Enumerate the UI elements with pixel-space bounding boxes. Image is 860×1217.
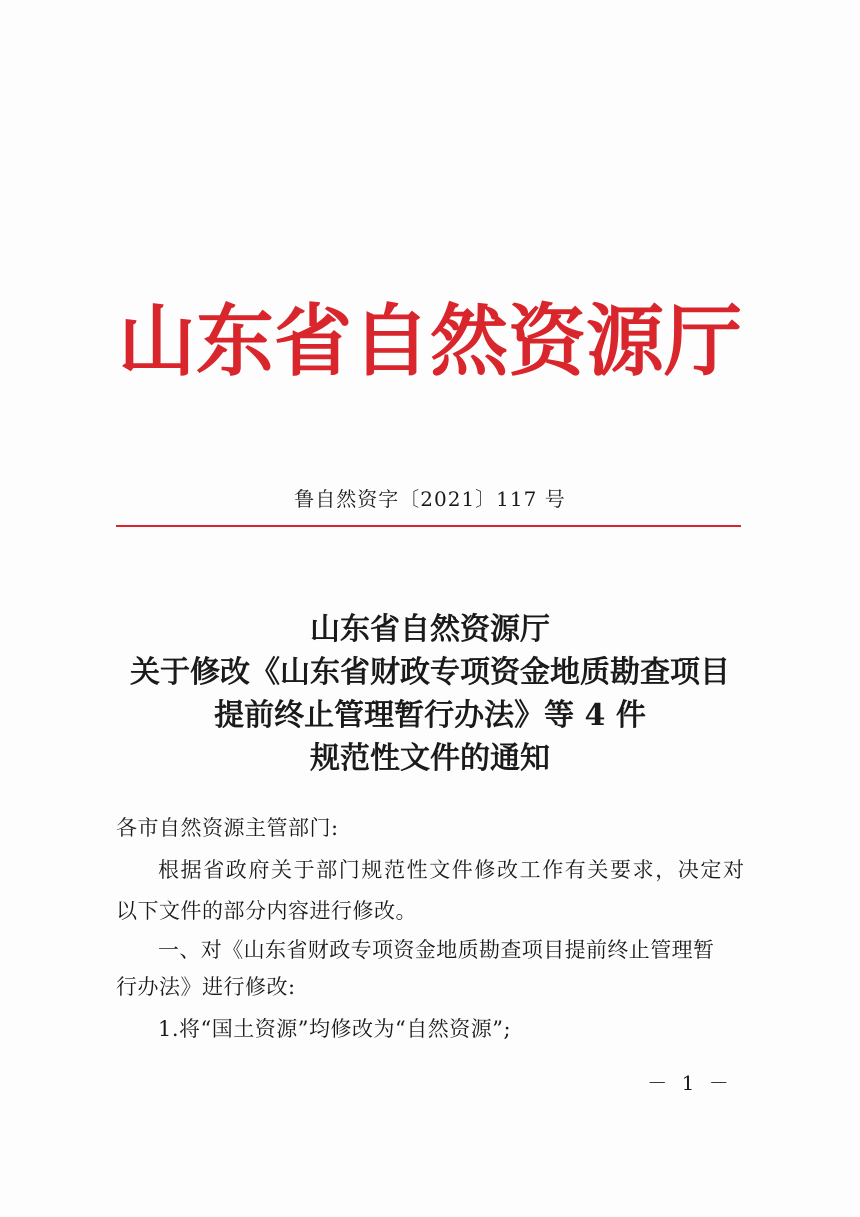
- addressee: 各市自然资源主管部门:: [116, 816, 339, 840]
- section-heading-1-line-1: 一、对《山东省财政专项资金地质勘查项目提前终止管理暂: [158, 938, 715, 962]
- document-title: [100, 608, 760, 780]
- paragraph-1-line-1: 根据省政府关于部门规范性文件修改工作有关要求，决定对: [158, 858, 746, 882]
- title-line-3: 提前终止管理暂行办法》等 4 件: [214, 698, 646, 733]
- page-number: － 1 －: [647, 1071, 733, 1095]
- title-line-4: 规范性文件的通知: [310, 741, 550, 776]
- section-heading-1-line-2: 行办法》进行修改:: [116, 975, 296, 999]
- title-line-1: 山东省自然资源厅: [310, 612, 550, 647]
- title-line-2: 关于修改《山东省财政专项资金地质勘查项目: [130, 655, 730, 690]
- document-number: 鲁自然资字〔2021〕117 号: [294, 487, 566, 511]
- red-separator-line: [116, 525, 741, 527]
- agency-masthead: 山东省自然资源厅: [117, 296, 742, 387]
- paragraph-1-line-2: 以下文件的部分内容进行修改。: [116, 899, 417, 923]
- list-item-1: 1.将“国土资源”均修改为“自然资源”;: [158, 1017, 512, 1041]
